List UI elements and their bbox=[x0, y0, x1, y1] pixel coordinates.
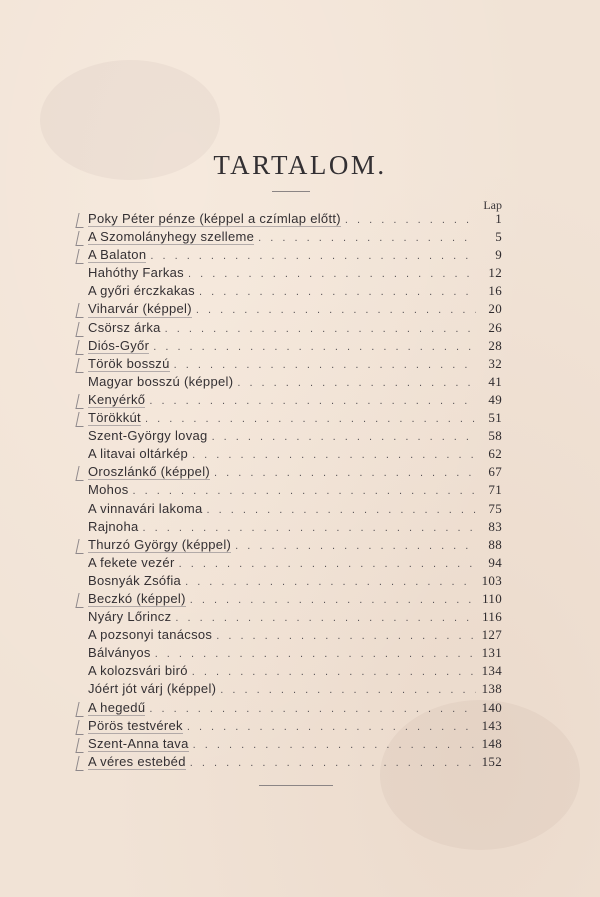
toc-entry bbox=[88, 608, 502, 626]
toc-entry-title: Törökkút bbox=[88, 410, 141, 426]
toc-entry bbox=[88, 427, 502, 445]
pencil-underline bbox=[88, 425, 141, 426]
toc-entry-title: Mohos bbox=[88, 482, 129, 498]
toc-entry-page-number: 51 bbox=[488, 410, 502, 426]
toc-entry-page-number: 103 bbox=[481, 572, 502, 588]
pencil-mark bbox=[75, 340, 86, 355]
toc-entry-page-number: 20 bbox=[488, 301, 502, 317]
toc-entry bbox=[88, 319, 502, 337]
dot-leader bbox=[150, 247, 476, 265]
toc-entry-title: A pozsonyi tanácsos bbox=[88, 627, 213, 643]
toc-entry-page-number: 116 bbox=[482, 609, 502, 625]
dot-leader bbox=[196, 301, 476, 319]
toc-entry-title: A vinnavári lakoma bbox=[88, 500, 203, 516]
pencil-mark bbox=[75, 394, 86, 409]
toc-entry-page-number: 88 bbox=[488, 536, 502, 552]
toc-entry-title: Rajnoha bbox=[88, 518, 139, 534]
pencil-mark bbox=[75, 358, 86, 373]
pencil-mark bbox=[75, 539, 86, 554]
toc-entry-page-number: 16 bbox=[488, 283, 502, 299]
dot-leader bbox=[143, 519, 476, 537]
toc-entry-page-number: 67 bbox=[488, 464, 502, 480]
toc-entry bbox=[88, 500, 502, 518]
dot-leader bbox=[190, 591, 476, 609]
dot-leader bbox=[187, 718, 476, 736]
pencil-mark bbox=[75, 720, 86, 735]
dot-leader bbox=[237, 374, 476, 392]
toc-entry-title: Kenyérkő bbox=[88, 391, 146, 407]
toc-entry bbox=[88, 717, 502, 735]
toc-entry bbox=[88, 282, 502, 300]
end-divider bbox=[259, 785, 333, 786]
pencil-mark bbox=[75, 322, 86, 337]
toc-entry bbox=[88, 391, 502, 409]
pencil-underline bbox=[88, 769, 186, 770]
toc-entry-title: Bálványos bbox=[88, 645, 151, 661]
toc-entry-title: Poky Péter pénze (képpel a czímlap előtt) bbox=[88, 211, 341, 226]
toc-entry-page-number: 152 bbox=[481, 753, 502, 769]
toc-entry-title: Oroszlánkő (képpel) bbox=[88, 464, 211, 480]
toc-entry-page-number: 58 bbox=[488, 428, 502, 444]
toc-entry bbox=[88, 626, 502, 644]
toc-entry-page-number: 83 bbox=[488, 518, 502, 534]
toc-entry-page-number: 75 bbox=[488, 500, 502, 516]
pencil-underline bbox=[88, 262, 146, 263]
pencil-underline bbox=[88, 371, 170, 372]
pencil-underline bbox=[88, 606, 186, 607]
toc-entry-page-number: 32 bbox=[488, 355, 502, 371]
toc-entry-title: Csörsz árka bbox=[88, 319, 161, 335]
toc-entry-page-number: 94 bbox=[488, 554, 502, 570]
page-column-header: Lap bbox=[483, 198, 502, 212]
pencil-mark bbox=[75, 756, 86, 771]
dot-leader bbox=[216, 627, 476, 645]
toc-entry-title: A Balaton bbox=[88, 247, 147, 263]
toc-entry-title: A kolozsvári biró bbox=[88, 663, 188, 679]
dot-leader bbox=[345, 211, 476, 229]
toc-entry-title: A véres estebéd bbox=[88, 753, 186, 769]
toc-entry bbox=[88, 463, 502, 481]
toc-entry bbox=[88, 735, 502, 753]
toc-entry bbox=[88, 337, 502, 355]
dot-leader bbox=[190, 754, 476, 772]
dot-leader bbox=[149, 392, 476, 410]
toc-entry-title: Magyar bosszú (képpel) bbox=[88, 373, 234, 389]
dot-leader bbox=[185, 573, 476, 591]
toc-entry-page-number: 1 bbox=[495, 211, 502, 226]
dot-leader bbox=[214, 464, 476, 482]
toc-entry-page-number: 71 bbox=[488, 482, 502, 498]
toc-entry-title: Pörös testvérek bbox=[88, 717, 183, 733]
dot-leader bbox=[258, 229, 476, 247]
toc-entry-page-number: 143 bbox=[481, 717, 502, 733]
pencil-underline bbox=[88, 733, 183, 734]
pencil-mark bbox=[75, 249, 86, 264]
toc-entry-page-number: 41 bbox=[488, 373, 502, 389]
toc-entry-page-number: 148 bbox=[481, 735, 502, 751]
dot-leader bbox=[192, 663, 476, 681]
toc-entry-page-number: 140 bbox=[481, 699, 502, 715]
toc-entry-title: Jóért jót várj (képpel) bbox=[88, 681, 217, 697]
dot-leader bbox=[199, 283, 476, 301]
dot-leader bbox=[220, 681, 476, 699]
dot-leader bbox=[212, 428, 476, 446]
toc-entry bbox=[88, 518, 502, 536]
toc-entry bbox=[88, 409, 502, 427]
pencil-underline bbox=[88, 244, 254, 245]
toc-entry bbox=[88, 753, 502, 771]
toc-entry-title: Szent-György lovag bbox=[88, 428, 208, 444]
dot-leader bbox=[207, 501, 476, 519]
pencil-underline bbox=[88, 479, 210, 480]
toc-entry-page-number: 62 bbox=[488, 446, 502, 462]
dot-leader bbox=[179, 555, 476, 573]
toc-entry-page-number: 9 bbox=[495, 247, 502, 263]
pencil-underline bbox=[88, 353, 149, 354]
toc-entry-title: Hahóthy Farkas bbox=[88, 265, 184, 281]
toc-entry-title: Viharvár (képpel) bbox=[88, 301, 192, 317]
pencil-underline bbox=[88, 317, 192, 318]
toc-entry bbox=[88, 355, 502, 373]
toc-entry-page-number: 127 bbox=[481, 627, 502, 643]
pencil-mark bbox=[75, 303, 86, 318]
toc-entry-title: Beczkó (képpel) bbox=[88, 590, 186, 606]
toc-entry bbox=[88, 536, 502, 554]
pencil-mark bbox=[75, 213, 86, 228]
toc-entry bbox=[88, 246, 502, 264]
dot-leader bbox=[174, 356, 476, 374]
pencil-mark bbox=[75, 593, 86, 608]
toc-entry bbox=[88, 228, 502, 246]
dot-leader bbox=[149, 700, 476, 718]
pencil-mark bbox=[75, 738, 86, 753]
toc-entry-page-number: 26 bbox=[488, 319, 502, 335]
pencil-underline bbox=[88, 715, 145, 716]
toc-entry-title: Szent-Anna tava bbox=[88, 735, 189, 751]
toc-entry-title: Diós-Győr bbox=[88, 337, 150, 353]
toc-entry-page-number: 49 bbox=[488, 391, 502, 407]
toc-entry bbox=[88, 300, 502, 318]
pencil-underline bbox=[88, 751, 189, 752]
pencil-mark bbox=[75, 231, 86, 246]
toc-entry-title: A hegedű bbox=[88, 699, 146, 715]
dot-leader bbox=[188, 265, 476, 283]
dot-leader bbox=[145, 410, 476, 428]
toc-entry-title: Nyáry Lőrincz bbox=[88, 609, 172, 625]
toc-entry bbox=[88, 644, 502, 662]
toc-entry-page-number: 138 bbox=[481, 681, 502, 697]
page-title: TARTALOM. bbox=[213, 150, 387, 180]
dot-leader bbox=[155, 645, 476, 663]
toc-entry-title: A fekete vezér bbox=[88, 554, 175, 570]
toc-entry bbox=[88, 572, 502, 590]
toc-entry-page-number: 28 bbox=[488, 337, 502, 353]
pencil-mark bbox=[75, 702, 86, 717]
toc-entry bbox=[88, 210, 502, 228]
dot-leader bbox=[192, 446, 476, 464]
toc-entry bbox=[88, 481, 502, 499]
pencil-mark bbox=[75, 412, 86, 427]
pencil-underline bbox=[88, 226, 341, 227]
toc-entry-page-number: 131 bbox=[481, 645, 502, 661]
toc-entry-title: A győri érczkakas bbox=[88, 283, 195, 299]
title-divider bbox=[272, 191, 310, 192]
dot-leader bbox=[193, 736, 476, 754]
toc-entry-page-number: 5 bbox=[495, 229, 502, 245]
toc-entry-title: Thurzó György (képpel) bbox=[88, 536, 232, 552]
toc-entry bbox=[88, 373, 502, 391]
dot-leader bbox=[165, 320, 476, 338]
toc-entry bbox=[88, 680, 502, 698]
dot-leader bbox=[153, 338, 476, 356]
pencil-mark bbox=[75, 466, 86, 481]
toc-entry-page-number: 110 bbox=[482, 590, 502, 606]
toc-entry bbox=[88, 662, 502, 680]
toc-entry bbox=[88, 264, 502, 282]
toc-entry-page-number: 12 bbox=[488, 265, 502, 281]
toc-entry-title: A Szomolányhegy szelleme bbox=[88, 229, 255, 245]
table-of-contents bbox=[88, 210, 502, 771]
toc-entry bbox=[88, 699, 502, 717]
toc-entry-title: Török bosszú bbox=[88, 355, 170, 371]
toc-entry bbox=[88, 554, 502, 572]
dot-leader bbox=[175, 609, 476, 627]
toc-entry-title: A litavai oltárkép bbox=[88, 446, 189, 462]
toc-entry bbox=[88, 590, 502, 608]
toc-entry bbox=[88, 445, 502, 463]
pencil-underline bbox=[88, 407, 145, 408]
pencil-underline bbox=[88, 552, 231, 553]
toc-entry-page-number: 134 bbox=[481, 663, 502, 679]
toc-entry-title: Bosnyák Zsófia bbox=[88, 572, 182, 588]
dot-leader bbox=[235, 537, 476, 555]
dot-leader bbox=[133, 482, 476, 500]
